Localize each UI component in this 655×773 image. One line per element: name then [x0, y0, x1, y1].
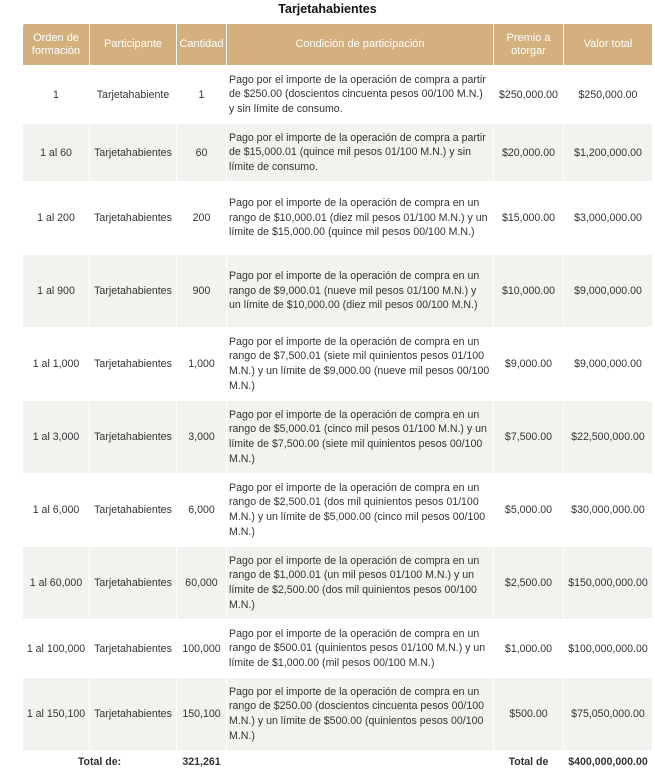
cell-condicion: Pago por el importe de la operación de compra en un rango de $9,000.01 (nueve mil pesos 01/100 M.N.) y un límite de $10,000.00 (diez mil pesos 00/100 M.N.): [227, 255, 493, 327]
cell-cantidad: 900: [177, 255, 226, 327]
cell-orden: 1 al 150,100: [23, 678, 89, 750]
cell-condicion: Pago por el importe de la operación de compra en un rango de $5,000.01 (cinco mil pesos 01/100 M.N.) y un límite de $7,500.00 (siete mil quinientos pesos 00/100 M.N.): [227, 401, 493, 473]
cell-premio: $7,500.00: [494, 401, 563, 473]
table-row: [23, 474, 652, 546]
cell-participante: Tarjetahabientes: [90, 547, 176, 619]
table-row: [23, 401, 652, 473]
cell-orden: 1 al 3,000: [23, 401, 89, 473]
cell-valor: $250,000.00: [564, 66, 652, 123]
table-header-row: [23, 24, 652, 65]
cell-premio: $250,000.00: [494, 66, 563, 123]
cell-cantidad: 6,000: [177, 474, 226, 546]
cell-valor: $9,000,000.00: [564, 328, 652, 400]
cell-cantidad: 60,000: [177, 547, 226, 619]
cell-valor: $150,000,000.00: [564, 547, 652, 619]
cell-premio: $500.00: [494, 678, 563, 750]
header-participante: Participante: [90, 24, 176, 65]
cell-participante: Tarjetahabientes: [90, 124, 176, 181]
prize-table: [22, 23, 653, 773]
cell-orden: 1 al 1,000: [23, 328, 89, 400]
header-valor: Valor total: [564, 24, 652, 65]
cell-participante: Tarjetahabientes: [90, 678, 176, 750]
cell-participante: Tarjetahabiente: [90, 66, 176, 123]
table-row: [23, 547, 652, 619]
cell-orden: 1 al 6,000: [23, 474, 89, 546]
cell-condicion: Pago por el importe de la operación de compra en un rango de $2,500.01 (dos mil quinientos pesos 01/100 M.N.) y un límite de $5,000.00 (cinco mil pesos 00/100 M.N.): [227, 474, 493, 546]
table-row: [23, 124, 652, 181]
cell-valor: $30,000,000.00: [564, 474, 652, 546]
cell-premio: $20,000.00: [494, 124, 563, 181]
cell-condicion: Pago por el importe de la operación de compra en un rango de $250.00 (doscientos cincuenta pesos 00/100 M.N.) y un límite de $500.00 (quinientos pesos 00/100 M.N.): [227, 678, 493, 750]
table-row: [23, 328, 652, 400]
cell-valor: $1,200,000.00: [564, 124, 652, 181]
cell-condicion: Pago por el importe de la operación de compra a partir de $250.00 (doscientos cincuenta pesos 00/100 M.N.) y sin límite de consumo.: [227, 66, 493, 123]
cell-cantidad: 60: [177, 124, 226, 181]
header-premio: Premio a otorgar: [494, 24, 563, 65]
page-title: Tarjetahabientes: [278, 2, 377, 16]
cell-cantidad: 3,000: [177, 401, 226, 473]
cell-premio: $10,000.00: [494, 255, 563, 327]
cell-orden: 1: [23, 66, 89, 123]
cell-valor: $100,000,000.00: [564, 620, 652, 677]
cell-orden: 1 al 60: [23, 124, 89, 181]
cell-condicion: Pago por el importe de la operación de compra en un rango de $10,000.01 (diez mil pesos 01/100 M.N.) y un límite de $15,000.00 (quince mil pesos 00/100 M.N.): [227, 182, 493, 254]
table-row: [23, 620, 652, 677]
cell-participante: Tarjetahabientes: [90, 401, 176, 473]
cell-orden: 1 al 900: [23, 255, 89, 327]
cell-participante: Tarjetahabientes: [90, 620, 176, 677]
cell-premio: $9,000.00: [494, 328, 563, 400]
cell-condicion: Pago por el importe de la operación de compra en un rango de $500.01 (quinientos pesos 01/100 M.N.) y un límite de $1,000.00 (mil pesos 00/100 M.N.): [227, 620, 493, 677]
cell-valor: $75,050,000.00: [564, 678, 652, 750]
table-row: [23, 255, 652, 327]
total-cantidad: 321,261: [177, 751, 226, 772]
cell-condicion: Pago por el importe de la operación de compra a partir de $15,000.01 (quince mil pesos 01/100 M.N.) y sin límite de consumo.: [227, 124, 493, 181]
cell-premio: $15,000.00: [494, 182, 563, 254]
cell-premio: $5,000.00: [494, 474, 563, 546]
cell-premio: $2,500.00: [494, 547, 563, 619]
table-row: [23, 182, 652, 254]
cell-valor: $22,500,000.00: [564, 401, 652, 473]
cell-cantidad: 1: [177, 66, 226, 123]
total-valor: $400,000,000.00: [564, 751, 652, 772]
cell-participante: Tarjetahabientes: [90, 328, 176, 400]
cell-valor: $3,000,000.00: [564, 182, 652, 254]
total-row: [23, 751, 652, 772]
total-label: Total de:: [23, 751, 176, 772]
cell-participante: Tarjetahabientes: [90, 474, 176, 546]
cell-cantidad: 150,100: [177, 678, 226, 750]
header-cantidad: Cantidad: [177, 24, 226, 65]
table-row: [23, 678, 652, 750]
header-condicion: Condición de participación: [227, 24, 493, 65]
total-valor-label: Total de: [494, 751, 563, 772]
cell-orden: 1 al 200: [23, 182, 89, 254]
table-row: [23, 66, 652, 123]
cell-condicion: Pago por el importe de la operación de compra en un rango de $1,000.01 (un mil pesos 01/100 M.N.) y un límite de $2,500.00 (dos mil quinientos pesos 00/100 M.N.): [227, 547, 493, 619]
cell-cantidad: 100,000: [177, 620, 226, 677]
cell-participante: Tarjetahabientes: [90, 255, 176, 327]
cell-premio: $1,000.00: [494, 620, 563, 677]
cell-participante: Tarjetahabientes: [90, 182, 176, 254]
cell-cantidad: 200: [177, 182, 226, 254]
cell-condicion: Pago por el importe de la operación de compra en un rango de $7,500.01 (siete mil quinientos pesos 01/100 M.N.) y un límite de $9,000.00 (nueve mil pesos 00/100 M.N.): [227, 328, 493, 400]
total-spacer: [227, 751, 493, 772]
cell-orden: 1 al 60,000: [23, 547, 89, 619]
cell-valor: $9,000,000.00: [564, 255, 652, 327]
header-orden: Orden de formación: [23, 24, 89, 65]
cell-orden: 1 al 100,000: [23, 620, 89, 677]
cell-cantidad: 1,000: [177, 328, 226, 400]
